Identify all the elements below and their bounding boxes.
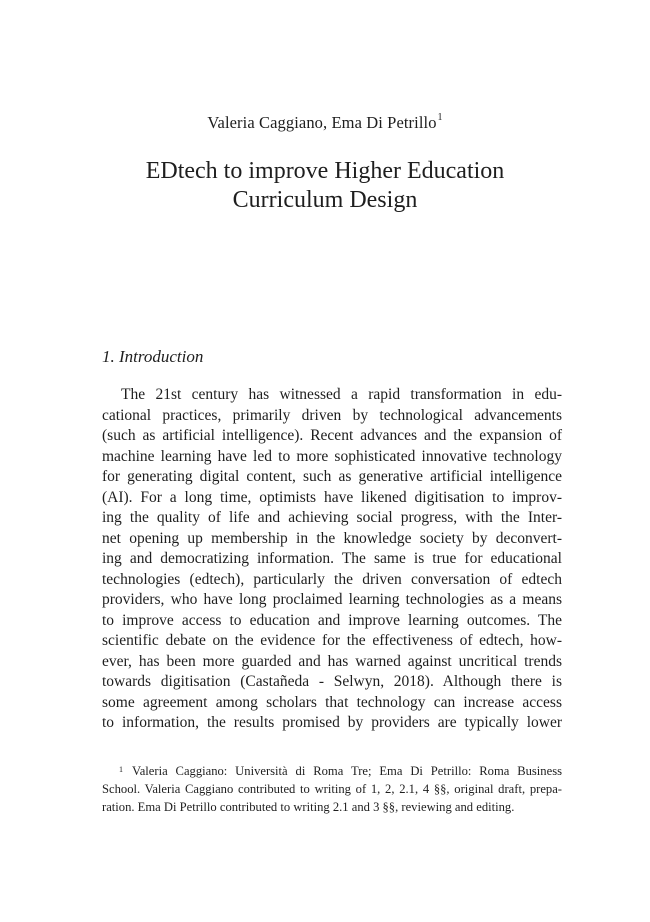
paper-title [0,157,650,215]
footnote-reference: 1 [437,112,443,123]
body-line: some agreement among scholars that technology can increase access [102,693,562,711]
title-line-2: Curriculum Design [232,187,418,213]
body-line: net opening up membership in the knowledge society by deconvert- [102,529,562,547]
body-line: technologies (edtech), particularly the driven conversation of edtech [102,570,562,588]
footnote-line: ration. Ema Di Petrillo contributed to writing 2.1 and 3 §§, reviewing and editing. [102,800,515,814]
body-line: to information, the results promised by providers are typically lower [102,714,562,731]
body-line: (such as artificial intelligence). Recent advances and the expansion of [102,427,562,444]
author-line [0,113,650,133]
body-line: towards digitisation (Castañeda - Selwyn, 2018). Although there is [102,673,562,690]
footnote-line: School. Valeria Caggiano contributed to writing of 1, 2, 2.1, 4 §§, original draft, prepa- [102,782,562,796]
body-line: (AI). For a long time, optimists have likened digitisation to improv- [102,488,562,506]
section-heading: 1. Introduction [102,347,204,366]
body-line: machine learning have led to more sophisticated innovative technology [102,447,562,465]
body-line: ing the quality of life and achieving social progress, with the Inter- [102,509,562,526]
footnote [102,762,562,816]
body-line: scientific debate on the evidence for the effectiveness of edtech, how- [102,632,562,649]
body-line: ever, has been more guarded and has warned against uncritical trends [102,652,562,670]
footnote-number: 1 [119,765,123,774]
title-line-1: EDtech to improve Higher Education [145,158,505,184]
footnote-text: Valeria Caggiano: Università di Roma Tre; Ema Di Petrillo: Roma Business [132,764,562,778]
authors-text: Valeria Caggiano, Ema Di Petrillo [207,113,437,132]
body-line: providers, who have long proclaimed learning technologies as a means [102,591,562,608]
body-paragraph [102,385,562,734]
body-line: to improve access to education and improve learning outcomes. The [102,611,562,629]
body-line: The 21st century has witnessed a rapid transformation in edu- [121,386,562,403]
body-line: cational practices, primarily driven by technological advancements [102,406,562,424]
body-line: for generating digital content, such as generative artificial intelligence [102,468,562,485]
footnote-line [102,762,562,780]
body-line: ing and democratizing information. The same is true for educational [102,550,562,567]
